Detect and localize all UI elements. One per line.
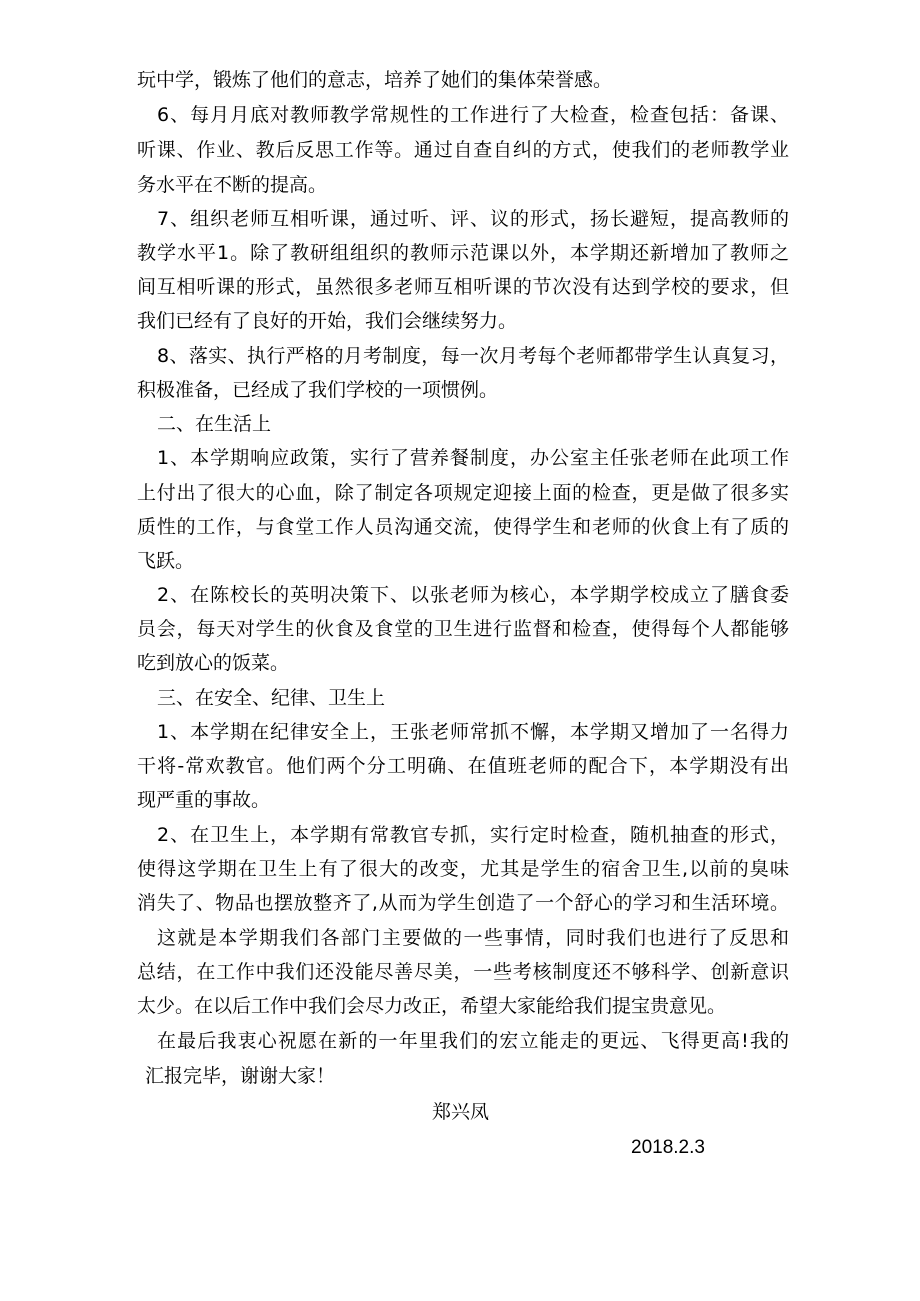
paragraph-line: 我们已经有了良好的开始，我们会继续努力。	[137, 310, 518, 332]
paragraph-line: 太少。在以后工作中我们会尽力改正，希望大家能给我们提宝贵意见。	[137, 995, 727, 1017]
paragraph-line: 8、落实、执行严格的月考制度，每一次月考每个老师都带学生认真复习，	[157, 345, 789, 367]
paragraph-line: 1、本学期在纪律安全上，王张老师常抓不懈，本学期又增加了一名得力	[157, 721, 789, 743]
paragraph-line: 1、本学期响应政策，实行了营养餐制度，办公室主任张老师在此项工作	[157, 447, 789, 469]
paragraph-line: 使得这学期在卫生上有了很大的改变，尤其是学生的宿舍卫生,以前的臭味	[137, 858, 789, 880]
signature-name: 郑兴凤	[432, 1101, 490, 1123]
paragraph-line: 玩中学，锻炼了他们的意志，培养了她们的集体荣誉感。	[137, 69, 613, 91]
paragraph-line: 吃到放心的饭菜。	[137, 652, 290, 674]
paragraph-line: 现严重的事故。	[137, 789, 271, 811]
paragraph-line: 7、组织老师互相听课，通过听、评、议的形式，扬长避短，提高教师的	[157, 208, 789, 230]
paragraph-line: 飞跃。	[137, 550, 195, 572]
paragraph-line: 2、在卫生上，本学期有常教官专抓，实行定时检查，随机抽查的形式，	[157, 824, 789, 846]
paragraph-line: 积极准备，已经成了我们学校的一项惯例。	[137, 379, 499, 401]
paragraph-line: 听课、作业、教后反思工作等。通过自查自纠的方式，使我们的老师教学业	[137, 139, 789, 161]
paragraph-line: 质性的工作，与食堂工作人员沟通交流，使得学生和老师的伙食上有了质的	[137, 516, 789, 538]
section-heading-life: 二、在生活上	[157, 413, 272, 435]
paragraph-line: 在最后我衷心祝愿在新的一年里我们的宏立能走的更远、飞得更高!我的	[157, 1030, 789, 1052]
paragraph-line: 员会，每天对学生的伙食及食堂的卫生进行监督和检查，使得每个人都能够	[137, 618, 789, 640]
closing-line: 汇报完毕，谢谢大家！	[145, 1065, 336, 1087]
section-heading-safety: 三、在安全、纪律、卫生上	[157, 687, 386, 709]
paragraph-line: 干将-常欢教官。他们两个分工明确、在值班老师的配合下，本学期没有出	[137, 755, 789, 777]
paragraph-line: 间互相听课的形式，虽然很多老师互相听课的节次没有达到学校的要求，但	[137, 276, 789, 298]
paragraph-line: 上付出了很大的心血，除了制定各项规定迎接上面的检查，更是做了很多实	[137, 482, 789, 504]
paragraph-line: 消失了、物品也摆放整齐了,从而为学生创造了一个舒心的学习和生活环境。	[137, 892, 789, 914]
paragraph-line: 总结，在工作中我们还没能尽善尽美，一些考核制度还不够科学、创新意识	[137, 961, 789, 983]
paragraph-line: 务水平在不断的提高。	[137, 174, 328, 196]
paragraph-line: 2、在陈校长的英明决策下、以张老师为核心，本学期学校成立了膳食委	[157, 584, 789, 606]
paragraph-line: 教学水平1。除了教研组组织的教师示范课以外，本学期还新增加了教师之	[137, 242, 789, 264]
document-date: 2018.2.3	[631, 1137, 705, 1158]
paragraph-line: 这就是本学期我们各部门主要做的一些事情，同时我们也进行了反思和	[157, 927, 789, 949]
paragraph-line: 6、每月月底对教师教学常规性的工作进行了大检查，检查包括：备课、	[157, 104, 789, 126]
